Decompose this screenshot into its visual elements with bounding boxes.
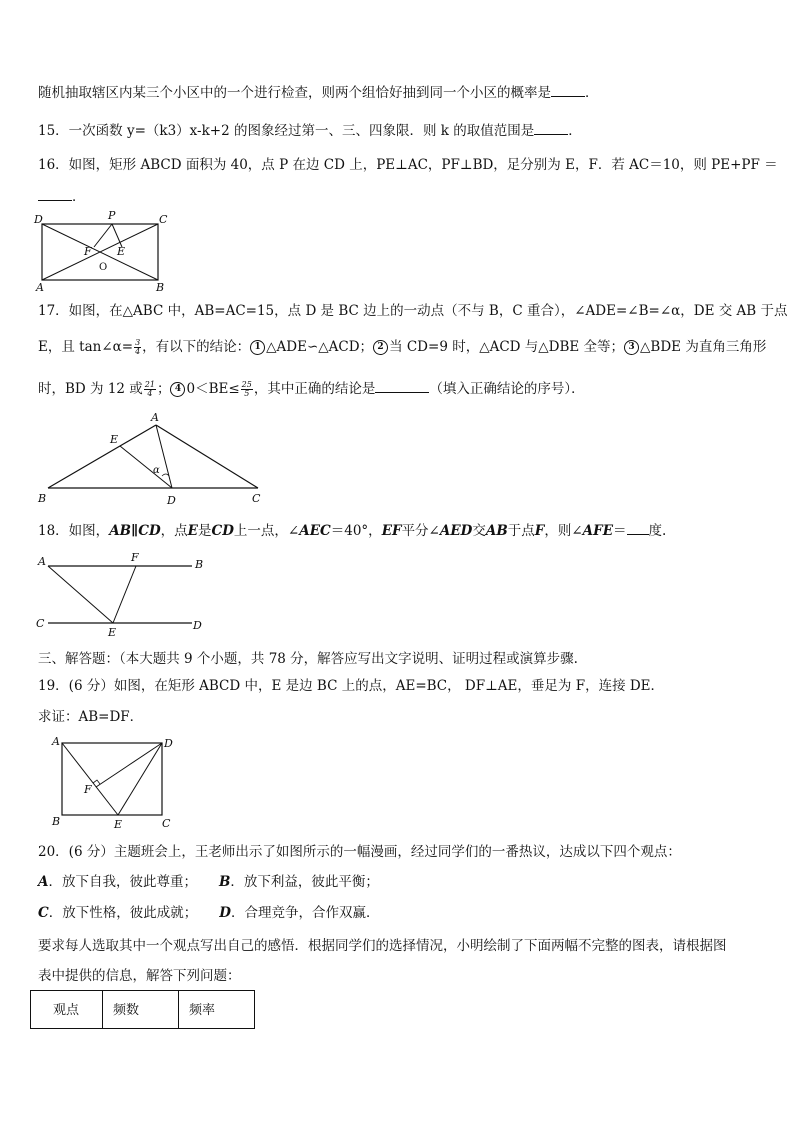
q20-frequency-table (30, 990, 255, 1029)
label-d: D (193, 619, 202, 632)
q18-t6: CD (211, 523, 234, 539)
label-e: E (114, 818, 123, 831)
q18-line (38, 520, 666, 540)
q17-intro: ，有以下的结论： (142, 339, 251, 355)
label-c: C (36, 617, 45, 630)
table-header-row (31, 991, 255, 1029)
option-d-text: ．合理竞争，合作双赢． (230, 905, 380, 921)
q20-options-ab (38, 873, 379, 891)
q15-answer-blank (534, 120, 568, 135)
q18-t7: 上一点，∠ (233, 523, 300, 539)
q19-text: 19．(6 分）如图，在矩形 ABCD 中，E 是边 BC 上的点，AE=BC， DF⊥AE，垂足为 F，连接 DE． (38, 678, 665, 694)
q18-t2: AB∥CD (109, 523, 161, 539)
q15-line (38, 120, 582, 140)
header-frequency-count: 频数 (103, 991, 179, 1029)
q18-t14: AB (485, 523, 508, 539)
label-e: E (108, 626, 117, 639)
q18-t8: AEC (299, 523, 331, 539)
q18-parallel-figure (30, 548, 220, 638)
q19-prove: 求证：AB=DF． (38, 709, 144, 725)
label-a: A (36, 281, 44, 294)
q18-answer-blank (627, 520, 649, 535)
segment-ae (62, 743, 118, 815)
option-a-label: A (38, 874, 49, 890)
q19-rectangle-figure (40, 733, 190, 833)
q17-conclusion-1: △ADE∽△ACD； (266, 339, 374, 355)
q20-requirement-2: 表中提供的信息，解答下列问题： (38, 968, 241, 984)
q14-text: 随机抽取辖区内某三个小区中的一个进行检查，则两个组恰好抽到同一个小区的概率是 (38, 85, 551, 101)
label-f: F (84, 245, 92, 258)
option-c-text: ．放下性格，彼此成就； (48, 905, 198, 921)
option-a-text: ．放下自我，彼此尊重； (48, 874, 197, 890)
label-c: C (159, 213, 168, 226)
q16-answer-blank (38, 186, 72, 201)
label-o: O (99, 262, 108, 273)
q18-t16: F (534, 523, 545, 539)
option-d-label: D (219, 905, 231, 921)
q16-text: 16．如图，矩形 ABCD 面积为 40，点 P 在边 CD 上，PE⊥AC，PF⊥BD，足分别为 E，F．若 AC＝10，则 PE+PF ＝ (38, 157, 778, 173)
label-a: A (151, 411, 159, 424)
frac-den: 4 (147, 389, 153, 398)
segment-ae (48, 566, 113, 623)
q16-rectangle-figure (30, 205, 180, 294)
segment-ab (48, 425, 156, 488)
circled-4-icon: 4 (170, 382, 185, 397)
segment-ef (113, 566, 136, 623)
label-d: D (167, 494, 176, 507)
label-f: F (131, 551, 139, 564)
circled-2-icon: 2 (373, 340, 388, 355)
frac-den: 4 (135, 347, 141, 356)
circled-3-icon: 3 (624, 340, 639, 355)
q17-conclusion-3: △BDE 为直角三角形 (640, 339, 767, 355)
header-viewpoint: 观点 (31, 991, 103, 1029)
segment-ad (156, 425, 172, 488)
label-b: B (156, 281, 165, 294)
q17-answer-blank (375, 378, 429, 393)
option-c-label: C (38, 905, 49, 921)
q18-t19: ＝ (613, 523, 627, 539)
label-d: D (34, 213, 43, 226)
frac-num: 21 (144, 380, 155, 389)
q18-t20: 度. (648, 523, 667, 539)
label-a: A (38, 555, 46, 568)
option-b-label: B (218, 874, 231, 890)
q14-end: ． (585, 85, 599, 101)
q17-triangle-figure (30, 410, 280, 510)
q18-t9: ＝40°， (330, 523, 382, 539)
label-alpha: α (153, 465, 160, 476)
q17-tan-text: E，且 tan∠α= (38, 339, 134, 355)
label-a: A (52, 735, 60, 748)
q18-t4: E (187, 523, 198, 539)
frac-num: 3 (135, 338, 141, 347)
q18-t18: AFE (582, 523, 614, 539)
label-c: C (252, 492, 261, 505)
circled-1-icon: 1 (250, 340, 265, 355)
label-c: C (162, 817, 171, 830)
q18-t11: 平分∠ (401, 523, 440, 539)
angle-alpha-arc (162, 474, 169, 476)
q17-question: ，其中正确的结论是 (253, 381, 376, 397)
q17-line3 (38, 378, 585, 398)
label-d: D (164, 737, 173, 750)
header-frequency-rate: 频率 (179, 991, 255, 1029)
q14-line (38, 82, 599, 102)
q18-t12: AED (439, 523, 473, 539)
q18-t5: 是 (197, 523, 212, 539)
q17-hint: （填入正确结论的序号）． (429, 381, 585, 397)
q17-be-fraction (241, 381, 253, 398)
segment-pf (94, 224, 112, 247)
q18-t1: 18．如图， (38, 523, 110, 539)
frac-num: 25 (241, 380, 252, 389)
section-3-heading: 三、解答题：（本大题共 9 个小题，共 78 分，解答应写出文字说明、证明过程或演算步骤. (38, 651, 578, 667)
segment-df (96, 743, 162, 787)
q17-conclusion-4: 0＜BE≤ (186, 381, 240, 397)
label-b: B (195, 558, 204, 571)
q18-t17: ，则∠ (544, 523, 583, 539)
q17-line1: 17．如图，在△ABC 中，AB=AC=15，点 D 是 BC 边上的一动点（不与 B，C 重合），∠ADE=∠B=∠α，DE 交 AB 于点 (38, 303, 788, 319)
q15-text: 15．一次函数 y=（k3）x-k+2 的图象经过第一、三、四象限．则 k 的取值范围是 (38, 123, 535, 139)
rect-abcd (62, 743, 162, 815)
q15-end: ． (568, 123, 582, 139)
q17-bd-fraction (144, 381, 156, 398)
q18-t3: ，点 (160, 523, 188, 539)
label-b: B (52, 815, 61, 828)
q17-line2 (38, 338, 766, 356)
option-b-text: ．放下利益，彼此平衡； (230, 874, 379, 890)
q16-end: ． (72, 189, 86, 205)
q20-requirement-1: 要求每人选取其中一个观点写出自己的感悟．根据同学们的选择情况，小明绘制了下面两幅不完整的图表，请根据图 (38, 938, 727, 954)
q20-options-cd (38, 904, 379, 922)
label-f: F (84, 783, 92, 796)
q18-t13: 交 (472, 523, 486, 539)
label-b: B (38, 492, 47, 505)
q17-conclusion-2: 当 CD=9 时，△ACD 与△DBE 全等； (389, 339, 625, 355)
frac-den: 5 (244, 389, 250, 398)
q17-tan-fraction (134, 339, 141, 356)
q20-text: 20．(6 分）主题班会上，王老师出示了如图所示的一幅漫画，经过同学们的一番热议，达成以下四个观点： (38, 844, 681, 860)
q17-sep: ； (156, 381, 171, 397)
label-e: E (117, 245, 126, 258)
q17-bd-text: 时，BD 为 12 或 (38, 381, 143, 397)
q18-t10: EF (381, 523, 402, 539)
label-e: E (110, 433, 119, 446)
segment-ac (156, 425, 258, 488)
segment-de (118, 743, 162, 815)
q16-answer-line (38, 186, 86, 206)
label-p: P (108, 209, 116, 222)
q18-t15: 于点 (507, 523, 535, 539)
q14-answer-blank (551, 82, 585, 97)
segment-de (120, 446, 172, 488)
